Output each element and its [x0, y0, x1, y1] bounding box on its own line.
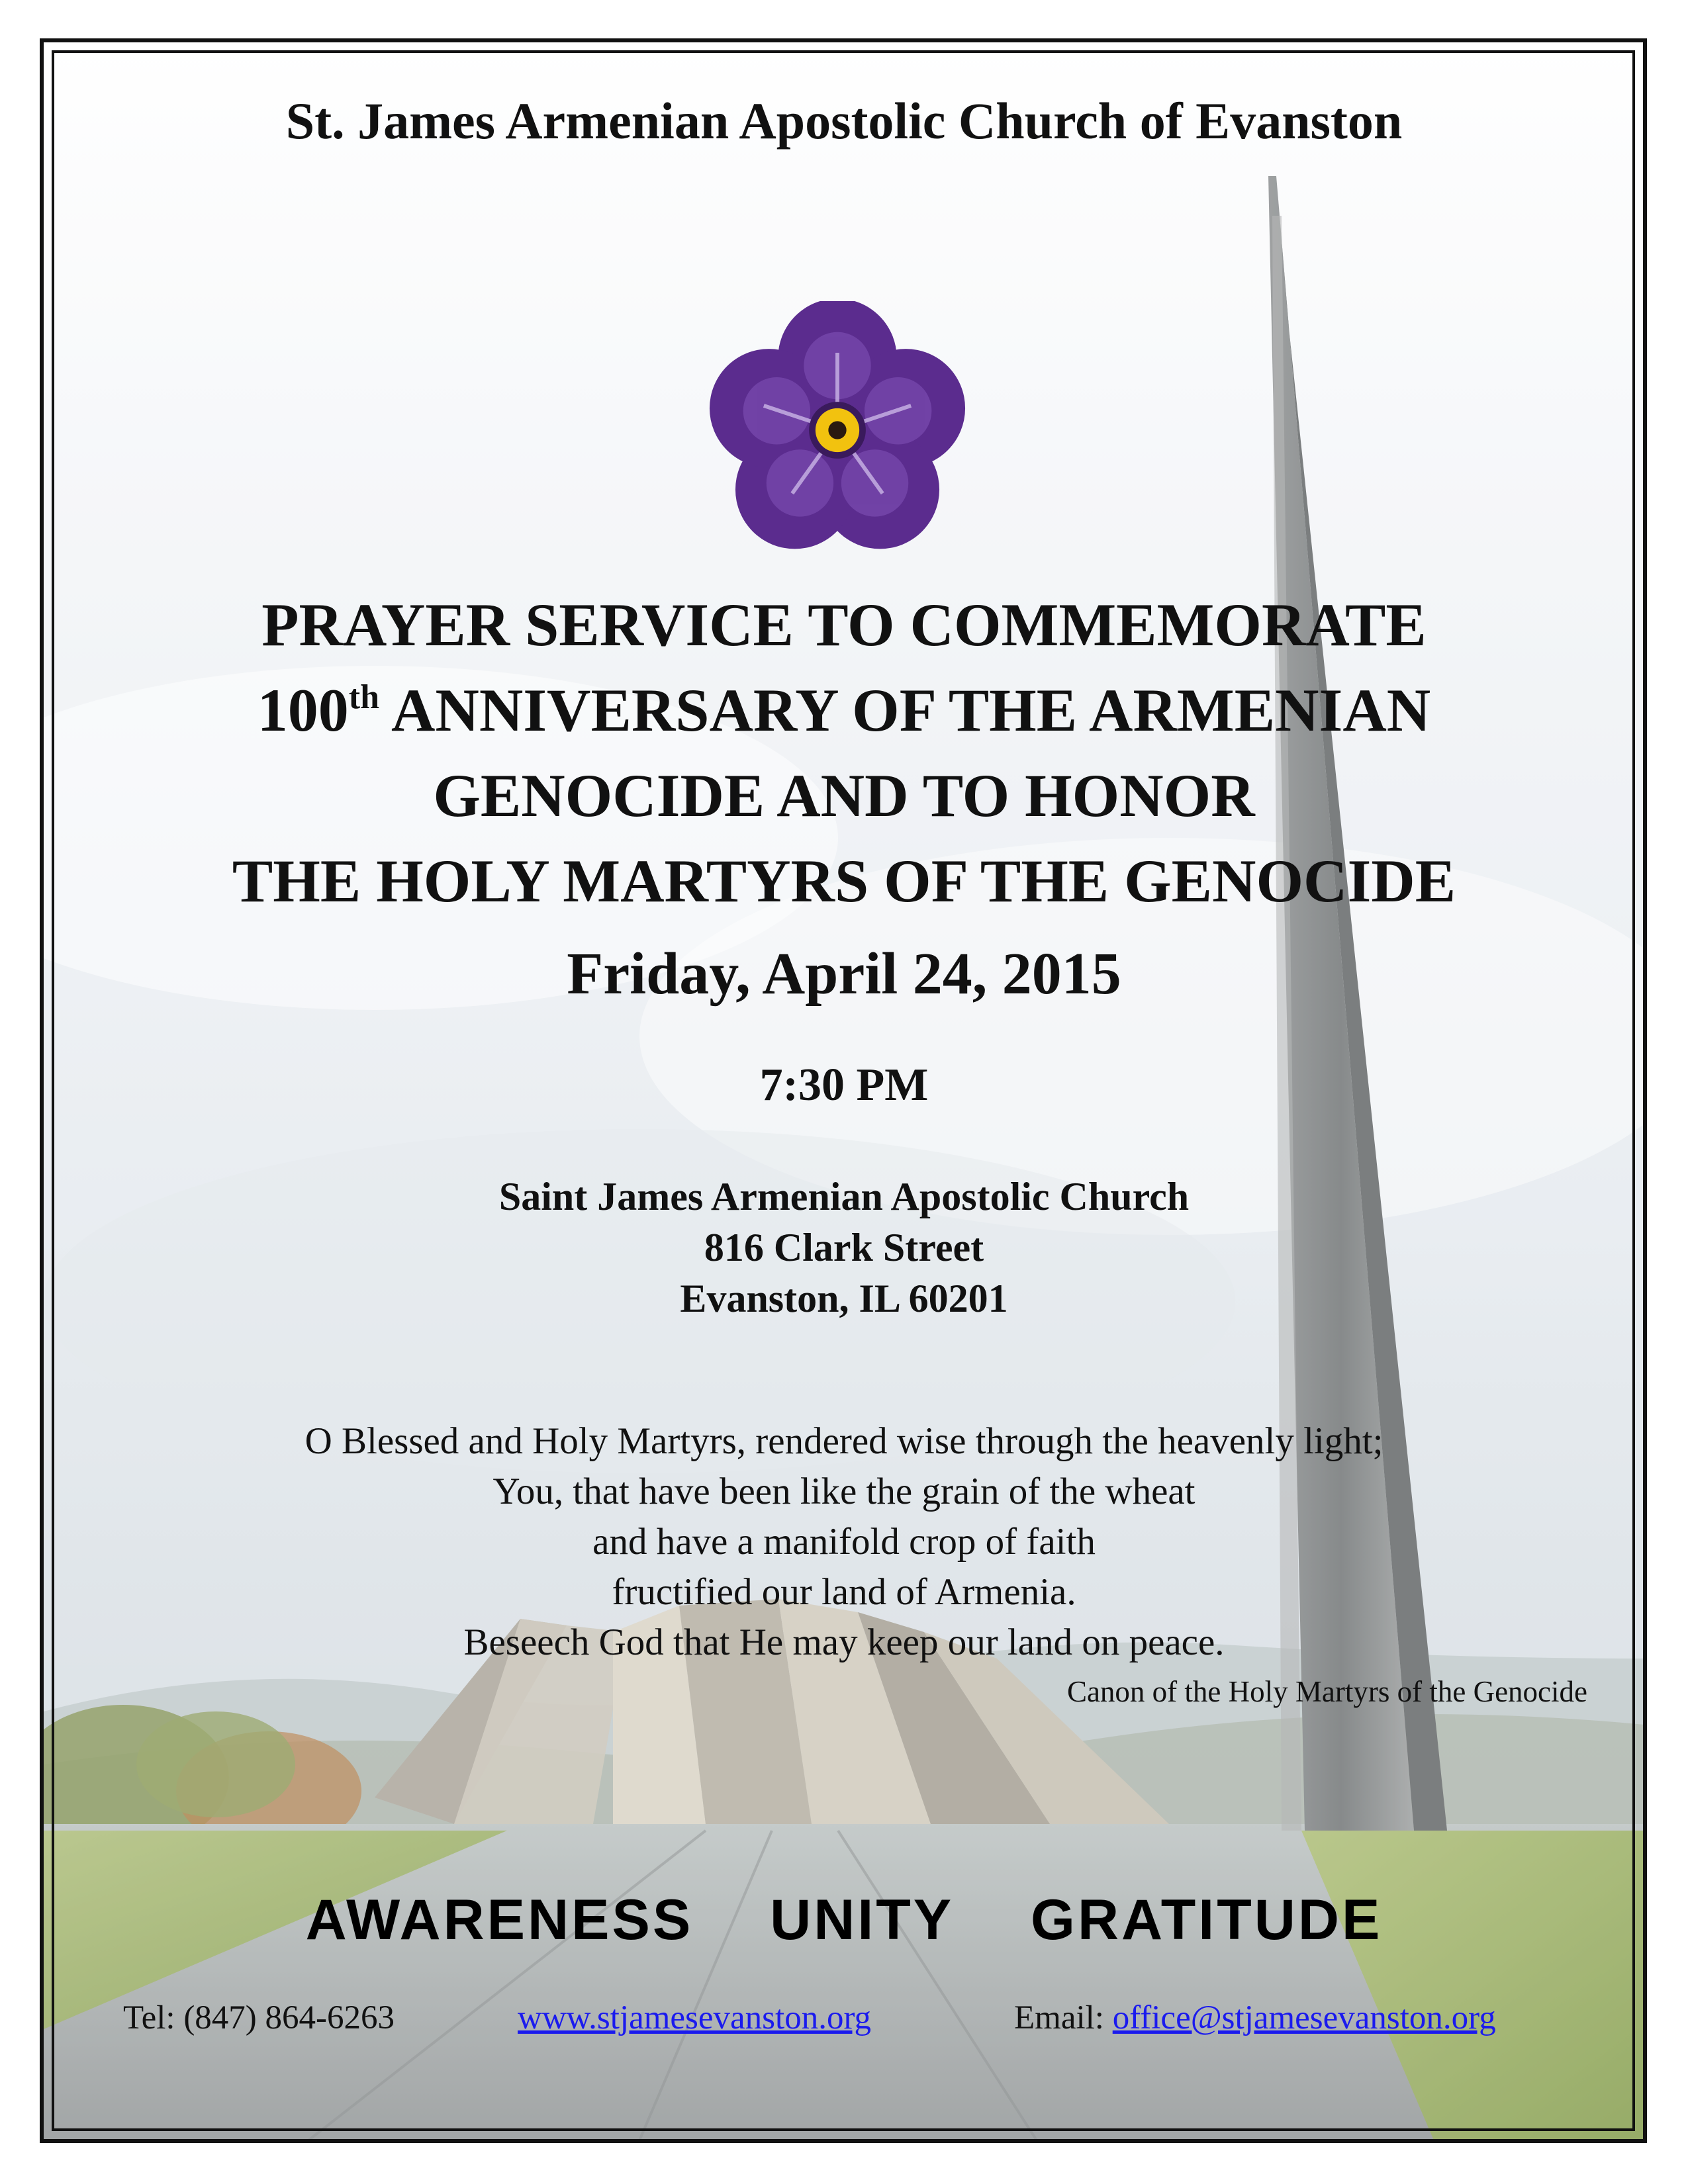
prayer-text: [53, 1416, 1635, 1668]
event-date: Friday, April 24, 2015: [567, 941, 1121, 1007]
event-headline: [53, 582, 1635, 924]
headline-number: 100: [257, 676, 349, 744]
value-unity: UNITY: [770, 1888, 955, 1952]
church-title: St. James Armenian Apostolic Church of Evanston: [285, 92, 1403, 150]
prayer-line: O Blessed and Holy Martyrs, rendered wise through the heavenly light;: [305, 1420, 1383, 1462]
headline-line-2-rest: ANNIVERSARY OF THE ARMENIAN: [379, 676, 1431, 744]
forget-me-not-flower-icon: [708, 301, 966, 559]
venue-city: Evanston, IL 60201: [680, 1277, 1008, 1320]
value-gratitude: GRATITUDE: [1031, 1888, 1383, 1952]
values-banner: [53, 1888, 1635, 1953]
venue-street: 816 Clark Street: [704, 1226, 984, 1269]
prayer-line: Beseech God that He may keep our land on peace.: [463, 1621, 1225, 1663]
headline-line-1: PRAYER SERVICE TO COMMEMORATE: [261, 591, 1427, 659]
value-awareness: AWARENESS: [305, 1888, 694, 1952]
headline-ordinal: th: [348, 678, 380, 716]
prayer-line: and have a manifold crop of faith: [592, 1521, 1096, 1563]
prayer-attribution: Canon of the Holy Martyrs of the Genocide: [1066, 1675, 1587, 1708]
email-contact: [1014, 1999, 1496, 2037]
headline-line-3: GENOCIDE AND TO HONOR: [433, 762, 1255, 829]
headline-line-4: THE HOLY MARTYRS OF THE GENOCIDE: [232, 847, 1456, 915]
prayer-line: You, that have been like the grain of the wheat: [492, 1471, 1196, 1512]
venue-name: Saint James Armenian Apostolic Church: [498, 1175, 1190, 1218]
headline-line-2: [53, 668, 1635, 753]
prayer-line: fructified our land of Armenia.: [612, 1571, 1076, 1613]
email-link[interactable]: office@stjamesevanston.org: [1112, 1999, 1496, 2036]
website-link[interactable]: www.stjamesevanston.org: [518, 1999, 872, 2036]
contact-footer: [53, 1999, 1635, 2052]
venue-address: [53, 1171, 1635, 1324]
phone-number: Tel: (847) 864-6263: [123, 1999, 395, 2036]
email-label: Email:: [1014, 1999, 1113, 2036]
event-time: 7:30 PM: [759, 1060, 929, 1111]
